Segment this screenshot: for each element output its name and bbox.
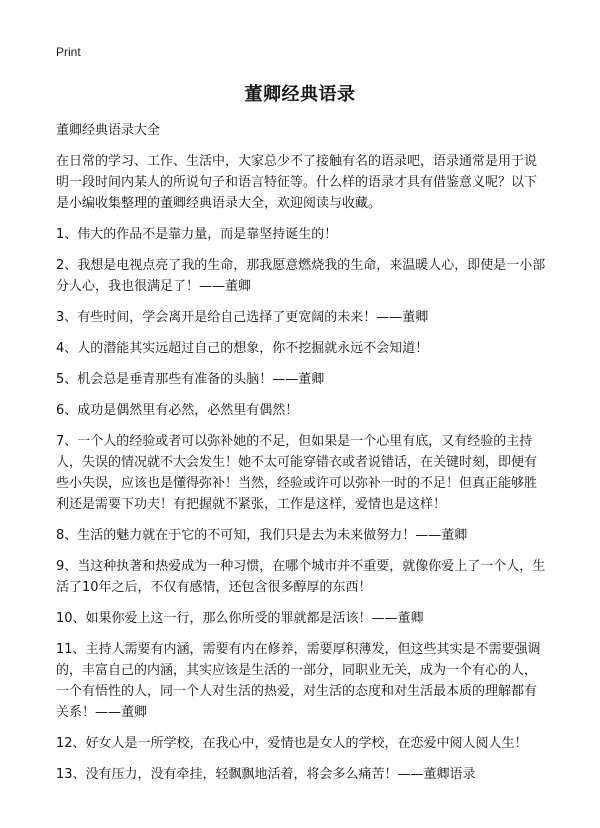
print-link[interactable]: Print xyxy=(56,45,81,59)
quote-item: 9、当这种执著和热爱成为一种习惯，在哪个城市并不重要，就像你爱上了一个人，生活了10年之后，不仅有感情，还包含很多醇厚的东西！ xyxy=(56,559,546,595)
quote-item: 10、如果你爱上这一行，那么你所受的罪就都是活该！——董卿 xyxy=(56,611,424,626)
quote-item: 12、好女人是一所学校，在我心中，爱情也是女人的学校，在恋爱中阅人阅人生！ xyxy=(56,736,528,751)
quote-item: 1、伟大的作品不是靠力量，而是靠坚持诞生的！ xyxy=(56,227,338,242)
quote-item: 7、一个人的经验或者可以弥补她的不足，但如果是一个心里有底，又有经验的主持人，失误的情况就不大会发生！她不太可能穿错衣或者说错话，在关键时刻，即便有些小失误，应该也是懂得弥补！当然，经验或许可以弥补一时的不足！但真正能够胜利还是需要下功夫！有把握就不紧张，工作是这样，爱情也是这样！ xyxy=(56,434,538,512)
quote-item: 11、主持人需要有内涵，需要有内在修养，需要厚积薄发，但这些其实是不需要强调的，丰富自己的内涵，其实应该是生活的一部分，同职业无关，成为一个有心的人，一个有悟性的人，同一个人对生活的热爱，对生活的态度和对生活最本质的理解都有关系！——董卿 xyxy=(56,642,541,720)
page-title: 董卿经典语录 xyxy=(244,84,356,105)
intro-paragraph: 在日常的学习、工作、生活中，大家总少不了接触有名的语录吧，语录通常是用于说明一段时间内某人的所说句子和语言特征等。什么样的语录才具有借鉴意义呢？以下是小编收集整理的董卿经典语录大全，欢迎阅读与收藏。 xyxy=(56,154,538,211)
quote-item: 5、机会总是垂青那些有准备的头脑！——董卿 xyxy=(56,372,325,387)
article-body xyxy=(56,120,548,795)
quote-item: 8、生活的魅力就在于它的不可知，我们只是去为未来做努力！——董卿 xyxy=(56,528,468,543)
quote-item: 6、成功是偶然里有必然，必然里有偶然！ xyxy=(56,403,299,418)
quote-item: 3、有些时间，学会离开是给自己选择了更宽阔的未来！——董卿 xyxy=(56,310,429,325)
quote-item: 2、我想是电视点亮了我的生命，那我愿意燃烧我的生命，来温暖人心，即使是一小部分人心，我也很满足了！——董卿 xyxy=(56,258,546,294)
quote-item: 13、没有压力，没有牵挂，轻飘飘地活着，将会多么痛苦！——董卿语录 xyxy=(56,767,476,782)
article-subtitle: 董卿经典语录大全 xyxy=(56,123,161,138)
quote-item: 4、人的潜能其实远超过自己的想象，你不挖掘就永远不会知道！ xyxy=(56,341,429,356)
